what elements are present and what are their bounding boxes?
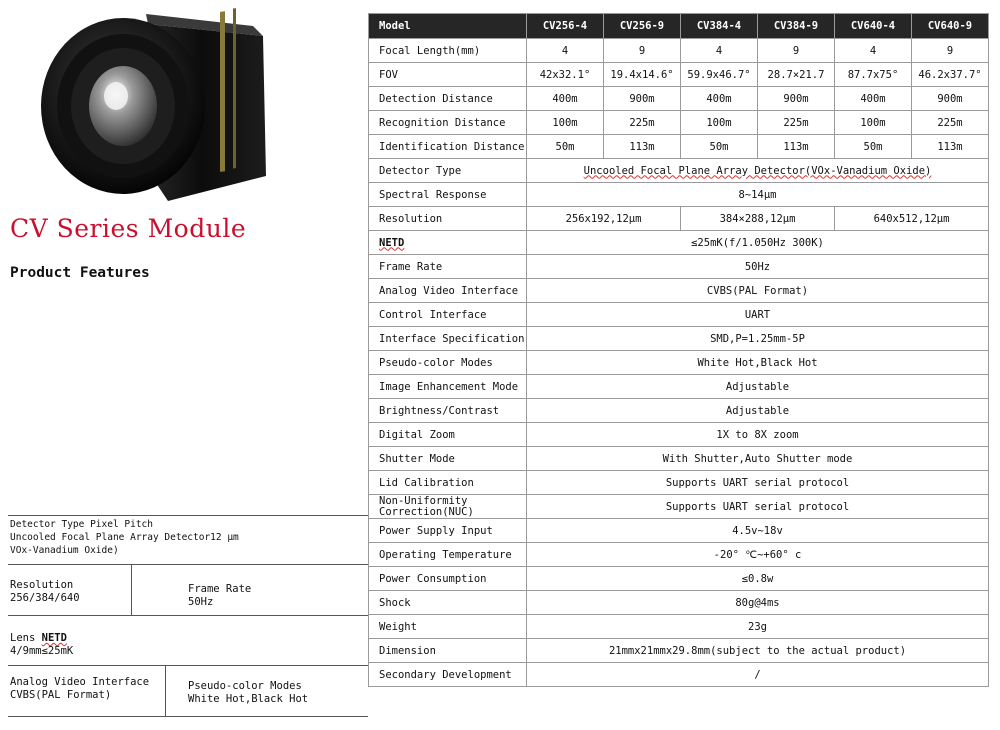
row-label: Identification Distance bbox=[369, 135, 527, 159]
spec-row-weight bbox=[369, 615, 989, 639]
cell: 225m bbox=[912, 111, 989, 135]
spec-row-secondary-development bbox=[369, 663, 989, 687]
spec-row-nuc bbox=[369, 495, 989, 519]
row-label: Power Consumption bbox=[369, 567, 527, 591]
summary-video-row bbox=[8, 665, 368, 717]
summary-netd-label: NETD bbox=[41, 632, 67, 644]
summary-pseudo-value: White Hot,Black Hot bbox=[188, 693, 309, 705]
summary-resolution-row bbox=[8, 564, 368, 615]
spec-row-fov bbox=[369, 63, 989, 87]
spec-row-focal-length bbox=[369, 39, 989, 63]
cell: 59.9x46.7° bbox=[681, 63, 758, 87]
cell: With Shutter,Auto Shutter mode bbox=[527, 447, 989, 471]
cell: 100m bbox=[835, 111, 912, 135]
cell: 400m bbox=[835, 87, 912, 111]
row-label bbox=[369, 231, 527, 255]
spec-row-detection-distance bbox=[369, 87, 989, 111]
cell: 28.7×21.7 bbox=[758, 63, 835, 87]
cell: / bbox=[527, 663, 989, 687]
summary-lens-label: Lens bbox=[10, 632, 36, 644]
cell: CVBS(PAL Format) bbox=[527, 279, 989, 303]
spec-row-frame-rate bbox=[369, 255, 989, 279]
cell: 100m bbox=[527, 111, 604, 135]
header-cv640-9: CV640-9 bbox=[912, 14, 989, 39]
row-label: Digital Zoom bbox=[369, 423, 527, 447]
cell: 640x512,12μm bbox=[835, 207, 989, 231]
cell: 113m bbox=[604, 135, 681, 159]
cell: 113m bbox=[758, 135, 835, 159]
cell: 900m bbox=[912, 87, 989, 111]
row-label: Dimension bbox=[369, 639, 527, 663]
header-cv256-9: CV256-9 bbox=[604, 14, 681, 39]
cell: 87.7x75° bbox=[835, 63, 912, 87]
row-label: Image Enhancement Mode bbox=[369, 375, 527, 399]
row-label: Detector Type bbox=[369, 159, 527, 183]
row-label: Frame Rate bbox=[369, 255, 527, 279]
cell: 42x32.1° bbox=[527, 63, 604, 87]
spec-row-spectral-response bbox=[369, 183, 989, 207]
cell: 384×288,12μm bbox=[681, 207, 835, 231]
features-heading: Product Features bbox=[10, 265, 150, 281]
cell: 50m bbox=[835, 135, 912, 159]
left-panel bbox=[0, 0, 370, 730]
cell: 9 bbox=[604, 39, 681, 63]
row-label: Operating Temperature bbox=[369, 543, 527, 567]
row-label: Brightness/Contrast bbox=[369, 399, 527, 423]
cell: Supports UART serial protocol bbox=[527, 495, 989, 519]
row-label: Control Interface bbox=[369, 303, 527, 327]
cell: Adjustable bbox=[527, 375, 989, 399]
cell: Adjustable bbox=[527, 399, 989, 423]
spec-row-resolution bbox=[369, 207, 989, 231]
row-label: Shutter Mode bbox=[369, 447, 527, 471]
spec-table bbox=[368, 13, 989, 687]
cell: 23g bbox=[527, 615, 989, 639]
cell: -20° ℃~+60° c bbox=[527, 543, 989, 567]
summary-resolution-value: 256/384/640 bbox=[10, 592, 80, 604]
page-title: CV Series Module bbox=[10, 214, 247, 243]
row-label: Pseudo-color Modes bbox=[369, 351, 527, 375]
summary-detector-line2: VOx-Vanadium Oxide) bbox=[10, 545, 119, 556]
cell: Supports UART serial protocol bbox=[527, 471, 989, 495]
spec-row-netd bbox=[369, 231, 989, 255]
cell: 46.2x37.7° bbox=[912, 63, 989, 87]
summary-resolution-label: Resolution bbox=[10, 579, 74, 591]
row-label: Spectral Response bbox=[369, 183, 527, 207]
spec-row-interface-spec bbox=[369, 327, 989, 351]
cell: UART bbox=[527, 303, 989, 327]
cell: 4 bbox=[835, 39, 912, 63]
cell: 400m bbox=[681, 87, 758, 111]
summary-analog-value: CVBS(PAL Format) bbox=[10, 689, 112, 701]
cell: 50m bbox=[681, 135, 758, 159]
cell: 50m bbox=[527, 135, 604, 159]
summary-analog-label: Analog Video Interface bbox=[10, 676, 150, 688]
row-label: Lid Calibration bbox=[369, 471, 527, 495]
cell: 225m bbox=[758, 111, 835, 135]
cell: 4.5v~18v bbox=[527, 519, 989, 543]
spec-row-brightness-contrast bbox=[369, 399, 989, 423]
cell: 900m bbox=[604, 87, 681, 111]
spec-row-identification-distance bbox=[369, 135, 989, 159]
cell: 50Hz bbox=[527, 255, 989, 279]
summary-lens-value: 4/9mm≤25mK bbox=[10, 645, 74, 657]
spec-row-power-supply bbox=[369, 519, 989, 543]
cell: 8~14μm bbox=[527, 183, 989, 207]
spec-row-lid-calibration bbox=[369, 471, 989, 495]
cell: 256x192,12μm bbox=[527, 207, 681, 231]
cell: 21mmx21mmx29.8mm(subject to the actual product) bbox=[527, 639, 989, 663]
spec-row-detector-type bbox=[369, 159, 989, 183]
cell: ≤0.8w bbox=[527, 567, 989, 591]
header-cv384-4: CV384-4 bbox=[681, 14, 758, 39]
summary-detector-line1: Uncooled Focal Plane Array Detector12 μm bbox=[10, 532, 239, 543]
cell: ≤25mK(f/1.050Hz 300K) bbox=[527, 231, 989, 255]
thermal-camera-module-image bbox=[28, 6, 278, 211]
spec-row-shutter-mode bbox=[369, 447, 989, 471]
row-label: Resolution bbox=[369, 207, 527, 231]
row-label: Power Supply Input bbox=[369, 519, 527, 543]
summary-detector-label: Detector Type Pixel Pitch bbox=[10, 519, 153, 530]
cell: 19.4x14.6° bbox=[604, 63, 681, 87]
spec-row-operating-temperature bbox=[369, 543, 989, 567]
cell: 9 bbox=[758, 39, 835, 63]
spec-row-recognition-distance bbox=[369, 111, 989, 135]
spec-row-dimension bbox=[369, 639, 989, 663]
row-label: Analog Video Interface bbox=[369, 279, 527, 303]
spec-row-analog-video bbox=[369, 279, 989, 303]
row-label: Interface Specification bbox=[369, 327, 527, 351]
cell: 80g@4ms bbox=[527, 591, 989, 615]
cell: 900m bbox=[758, 87, 835, 111]
cell: 400m bbox=[527, 87, 604, 111]
header-cv256-4: CV256-4 bbox=[527, 14, 604, 39]
cell bbox=[527, 159, 989, 183]
summary-frame-rate-value: 50Hz bbox=[188, 596, 214, 608]
row-label: Recognition Distance bbox=[369, 111, 527, 135]
spec-row-image-enhancement bbox=[369, 375, 989, 399]
summary-detector-row bbox=[8, 515, 368, 564]
cell: White Hot,Black Hot bbox=[527, 351, 989, 375]
header-model: Model bbox=[369, 14, 527, 39]
row-label: Detection Distance bbox=[369, 87, 527, 111]
cell: 225m bbox=[604, 111, 681, 135]
spec-header-row bbox=[369, 14, 989, 39]
spec-row-shock bbox=[369, 591, 989, 615]
spec-row-pseudo-color bbox=[369, 351, 989, 375]
row-label: Focal Length(mm) bbox=[369, 39, 527, 63]
row-label: FOV bbox=[369, 63, 527, 87]
spec-row-control-interface bbox=[369, 303, 989, 327]
row-label: Shock bbox=[369, 591, 527, 615]
cell: 4 bbox=[681, 39, 758, 63]
spec-row-digital-zoom bbox=[369, 423, 989, 447]
cell: 113m bbox=[912, 135, 989, 159]
header-cv384-9: CV384-9 bbox=[758, 14, 835, 39]
summary-lens-row bbox=[8, 615, 368, 666]
cell: 4 bbox=[527, 39, 604, 63]
cell: 9 bbox=[912, 39, 989, 63]
row-label: Weight bbox=[369, 615, 527, 639]
header-cv640-4: CV640-4 bbox=[835, 14, 912, 39]
row-label: Secondary Development bbox=[369, 663, 527, 687]
detector-type-value: Uncooled Focal Plane Array Detector(VOx-Vanadium Oxide) bbox=[583, 164, 932, 177]
cell: SMD,P=1.25mm-5P bbox=[527, 327, 989, 351]
cell: 1X to 8X zoom bbox=[527, 423, 989, 447]
cell: 100m bbox=[681, 111, 758, 135]
row-label: Non-Uniformity Correction(NUC) bbox=[369, 495, 527, 519]
spec-row-power-consumption bbox=[369, 567, 989, 591]
summary-frame-rate-label: Frame Rate bbox=[188, 583, 252, 595]
summary-pseudo-label: Pseudo-color Modes bbox=[188, 680, 302, 692]
netd-label: NETD bbox=[379, 236, 405, 249]
